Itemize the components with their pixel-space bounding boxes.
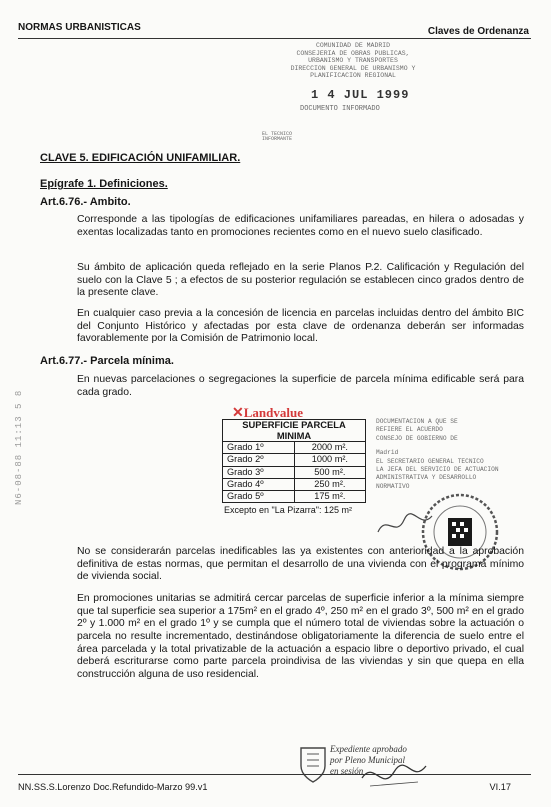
grado-cell: Grado 5º xyxy=(223,491,295,503)
table-note: Excepto en "La Pizarra": 125 m² xyxy=(224,505,352,515)
article-676-title: Art.6.76.- Ambito. xyxy=(40,196,131,208)
epigrafe-title: Epígrafe 1. Definiciones. xyxy=(40,178,168,190)
article-677-paragraph-2: No se considerarán parcelas inedificables las ya existentes con anterioridad a la aprobación definitiva de estas normas, que permitan el desarrollo de una vivienda con el programa mínimo de vivienda social. xyxy=(77,546,524,583)
table-header-row xyxy=(223,420,366,442)
stamp-date: 1 4 JUL 1999 xyxy=(311,88,410,102)
value-cell: 500 m². xyxy=(294,466,365,478)
stamp-line: Madrid xyxy=(376,449,399,457)
stamp-line: REFIERE EL ACUERDO xyxy=(376,426,443,434)
municipal-stamp-line: en sesión xyxy=(330,766,364,776)
municipal-stamp-line: por Pleno Municipal xyxy=(330,755,405,765)
value-cell: 175 m². xyxy=(294,491,365,503)
article-677-paragraph-1: En nuevas parcelaciones o segregaciones la superficie de parcela mínima edificable será para cada grado. xyxy=(77,374,524,398)
stamp-line: ADMINISTRATIVA Y DESARROLLO xyxy=(376,474,477,482)
handwritten-signature xyxy=(360,758,430,792)
article-676-paragraph-2: Su ámbito de aplicación queda reflejado en la serie Planos P.2. Calificación y Regulación del suelo con la Clave 5 ; a efectos de su posterior regulación se establecen cinco grados dentro de la presente clave. xyxy=(77,262,524,299)
stamp-line: URBANISMO Y TRANSPORTES xyxy=(308,57,398,65)
footer-left: NN.SS.S.Lorenzo Doc.Refundido-Marzo 99.v1 xyxy=(18,782,208,792)
article-677-title: Art.6.77.- Parcela mínima. xyxy=(40,355,174,367)
header-rule xyxy=(18,38,531,39)
grado-cell: Grado 1º xyxy=(223,442,295,454)
table-row xyxy=(223,454,366,466)
superficie-table xyxy=(222,419,366,503)
stamp-line: NORMATIVO xyxy=(376,482,410,490)
official-stamp-right xyxy=(376,418,501,491)
header-right: Claves de Ordenanza xyxy=(427,26,529,37)
table-header-line-1: SUPERFICIE PARCELA xyxy=(242,419,346,430)
stamp-note: DOCUMENTO INFORMADO xyxy=(300,105,380,113)
grado-cell: Grado 4º xyxy=(223,478,295,490)
value-cell: 1000 m². xyxy=(294,454,365,466)
value-cell: 2000 m². xyxy=(294,442,365,454)
municipal-crest-icon xyxy=(296,742,330,786)
table-row xyxy=(223,478,366,490)
stamp-small: EL TECNICO INFORMANTE xyxy=(262,131,293,142)
footer-right: VI.17 xyxy=(489,782,511,792)
table-header xyxy=(223,420,366,442)
stamp-line: CONSEJERIA DE OBRAS PUBLICAS, xyxy=(296,49,410,57)
municipal-stamp-line: Expediente aprobado xyxy=(330,744,407,754)
table-row xyxy=(223,491,366,503)
margin-fax-mark: N6-08-88 11:13 5 8 xyxy=(14,389,24,505)
watermark-x-icon: ✕ xyxy=(232,404,244,420)
article-676-paragraph-3: En cualquier caso previa a la concesión de licencia en parcelas incluidas dentro del ámbito BIC del Conjunto Histórico y afectadas por esta clave de ordenanza deberán ser informadas favorablemente por la Comisión de Patrimonio local. xyxy=(77,308,524,345)
article-677-paragraph-3: En promociones unitarias se admitirá cercar parcelas de superficie inferior a la mínima siempre que tal superficie sea superior a 175m² en el grado 4º, 250 m² en el grado 3º, 500 m² en el grado 2º y 1.000 m² en el grado 1º y se cumpla que el número total de viviendas sobre la actuación o parcela no resulte incrementado, destinándose obligatoriamente la diferencia de suelo entre el área parcelada y la total privatizable de la actuación a espacio libre o deportivo privado, el cual deberá escriturarse como parte parcela proindivisa de las viviendas y sin que quepa en ella construcción alguna de uso residencial. xyxy=(77,593,524,681)
grado-cell: Grado 3º xyxy=(223,466,295,478)
value-cell: 250 m². xyxy=(294,478,365,490)
watermark-text: Landvalue xyxy=(243,405,303,420)
signature-mark xyxy=(376,510,436,540)
stamp-line: COMUNIDAD DE MADRID xyxy=(315,42,391,49)
stamp-line: EL SECRETARIO GENERAL TECNICO xyxy=(376,457,484,465)
clave-title: CLAVE 5. EDIFICACIÓN UNIFAMILIAR. xyxy=(40,152,241,164)
table-header-line-2: MINIMA xyxy=(276,429,312,441)
grado-cell: Grado 2º xyxy=(223,454,295,466)
stamp-line: DOCUMENTACION A QUE SE xyxy=(376,418,458,425)
header-left: NORMAS URBANISTICAS xyxy=(18,22,141,33)
official-stamp-top xyxy=(278,42,428,80)
article-676-paragraph-1: Corresponde a las tipologías de edificaciones unifamiliares pareadas, en hilera o adosadas y exentas localizadas tanto en promociones recientes como en el nuevo suelo clasificado. xyxy=(77,214,524,238)
table-row xyxy=(223,442,366,454)
footer-rule xyxy=(18,774,531,775)
stamp-line: CONSEJO DE GOBIERNO DE xyxy=(376,434,458,442)
stamp-line: PLANIFICACION REGIONAL xyxy=(310,72,396,80)
stamp-line: DIRECCION GENERAL DE URBANISMO Y xyxy=(290,64,416,72)
table-row xyxy=(223,466,366,478)
stamp-line: LA JEFA DEL SERVICIO DE ACTUACION xyxy=(376,466,499,474)
